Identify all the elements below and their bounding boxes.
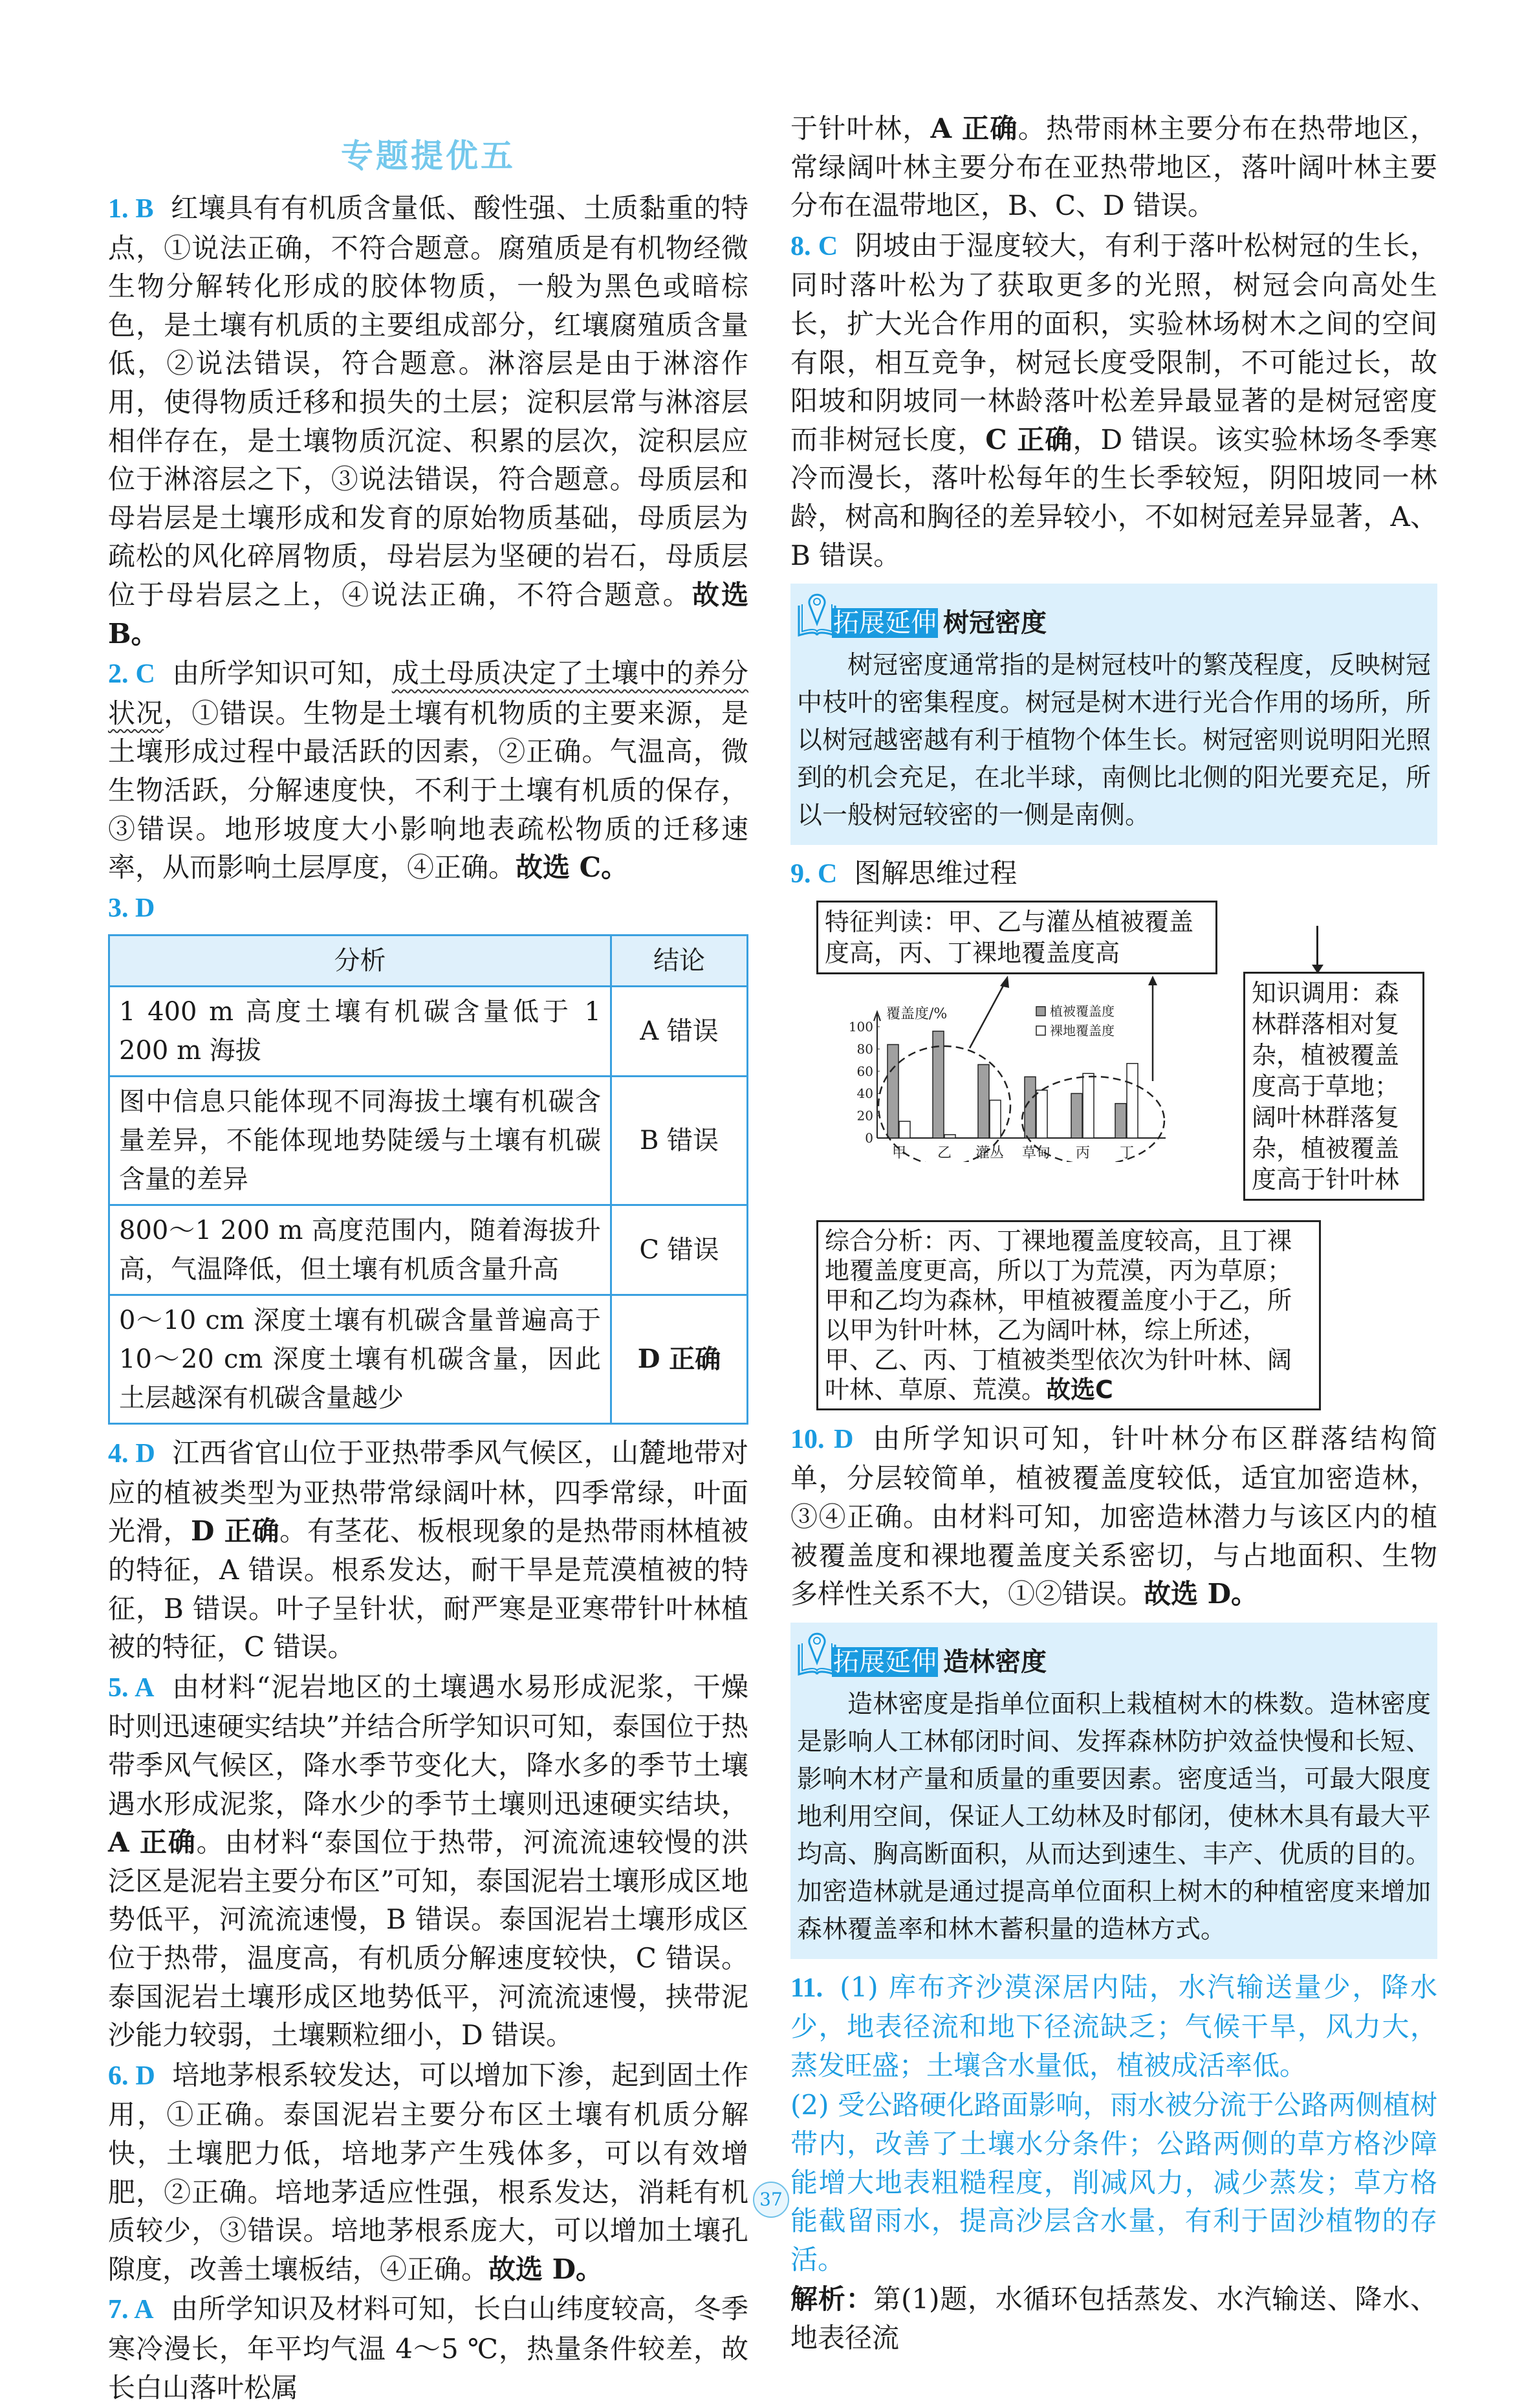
table-header-conclusion: 结论 — [611, 936, 748, 987]
answer-3 — [108, 888, 748, 928]
answer-text: 红壤具有有机质含量低、酸性强、土质黏重的特点，①说法正确，不符合题意。腐殖质是有机物经微生物分解转化形成的胶体物质，一般为黑色或暗棕色，是土壤有机质的主要组成部分，红壤腐殖质含量低，②说法错误，符合题意。淋溶层是由于淋溶作用，使得物质迁移和损失的土层；淀积层常与淋溶层相伴存在，是土壤物质沉淀、积累的层次，淀积层应位于淋溶层之下，③说法错误，符合题意。母质层和母岩层是土壤形成和发育的原始物质基础，母质层为疏松的风化碎屑物质，母岩层为坚硬的岩石，母质层位于母岩层之上，④说法正确，不符合题意。 — [108, 192, 748, 611]
extension-body: 造林密度是指单位面积上栽植树木的株数。造林密度是影响人工林郁闭时间、发挥森林防护效益快慢和长短、影响木材产量和质量的重要因素。密度适当，可最大限度地利用空间，保证人工幼林及时郁闭，使林木具有最大平均高、胸高断面积，从而达到速生、丰产、优质的目的。加密造林就是通过提高单位面积上树木的种植密度来增加森林覆盖率和林木蓄积量的造林方式。 — [797, 1689, 1431, 1944]
answer-highlight: A 正确 — [930, 113, 1018, 144]
table-cell-analysis: 0～10 cm 深度土壤有机碳含量普遍高于 10～20 cm 深度土壤有机碳含量，因此土层越深有机碳含量越少 — [109, 1295, 611, 1424]
question-number: 1. B — [108, 194, 154, 224]
answer-7-continued — [790, 109, 1437, 225]
answer-11-part-2 — [790, 2086, 1437, 2279]
extension-header — [797, 1629, 1431, 1677]
y-tick-label: 0 — [865, 1130, 873, 1146]
x-tick-label: 草甸 — [1021, 1144, 1051, 1161]
thinking-process-diagram — [790, 901, 1437, 1410]
x-tick-label: 丁 — [1119, 1144, 1135, 1161]
answer-highlight: 解析： — [790, 2283, 874, 2315]
bar-bare — [1036, 1090, 1047, 1138]
legend-swatch — [1036, 1026, 1045, 1035]
table-cell-analysis: 1 400 m 高度土壤有机碳含量低于 1 200 m 海拔 — [109, 987, 611, 1077]
bar-vegetation — [1115, 1103, 1126, 1137]
legend-label: 植被覆盖度 — [1050, 1003, 1115, 1019]
table-cell-conclusion: D 正确 — [611, 1295, 748, 1424]
answer-9 — [790, 854, 1437, 894]
answer-text: 第(1)题，水循环包括蒸发、水汽输送、降水、地表径流 — [790, 2283, 1437, 2354]
summary-answer: 故选C — [1046, 1375, 1113, 1404]
diagram-left-stack — [816, 901, 1217, 1201]
answer-text: ，①错误。生物是土壤有机物质的主要来源，是土壤形成过程中最活跃的因素，②正确。气温高，微生物活跃，分解速度快，不利于土壤有机质的保存，③错误。地形坡度大小影响地表疏松物质的迁移速率，从而影响土层厚度，④正确。 — [108, 697, 748, 884]
knowledge-box: 知识调用：森林群落相对复杂，植被覆盖度高于草地；阔叶林群落复杂，植被覆盖度高于针叶林 — [1243, 972, 1424, 1201]
y-tick-label: 60 — [856, 1063, 873, 1079]
answer-text: 培地茅根系较发达，可以增加下渗，起到固土作用，①正确。泰国泥岩主要分布区土壤有机质分解快，土壤肥力低，培地茅产生残体多，可以有效增肥，②正确。培地茅适应性强，根系发达，消耗有机质较少，③错误。培地茅根系庞大，可以增加土壤孔隙度，改善土壤板结，④正确。 — [108, 2059, 748, 2285]
answer-6 — [108, 2056, 748, 2289]
extension-title: 造林密度 — [943, 1647, 1047, 1677]
table-header-analysis: 分析 — [109, 936, 611, 987]
analysis-text — [790, 2280, 1437, 2357]
extension-title: 树冠密度 — [943, 608, 1047, 639]
question-number: 8. C — [790, 231, 838, 261]
bar-vegetation — [887, 1044, 898, 1137]
answer-highlight: D 正确 — [191, 1515, 280, 1548]
page-number: 37 — [753, 2182, 789, 2218]
question-number: 7. A — [108, 2295, 154, 2325]
table-row — [109, 1077, 748, 1205]
y-tick-label: 40 — [856, 1085, 873, 1101]
answer-text: (1) 库布齐沙漠深居内陆，水汽输送量少，降水少，地表径流和地下径流缺乏；气候干旱，风力大，蒸发旺盛；土壤含水量低，植被成活率低。 — [790, 1971, 1437, 2081]
question-number: 9. C — [790, 859, 838, 890]
extension-box-planting-density — [790, 1623, 1437, 1959]
bar-bare — [1127, 1063, 1138, 1137]
answer-highlight: C 正确 — [985, 423, 1073, 455]
table-cell-conclusion: A 错误 — [611, 987, 748, 1077]
question-number: 11. — [790, 1973, 823, 2003]
feature-box: 特征判读：甲、乙与灌丛植被覆盖度高，丙、丁裸地覆盖度高 — [816, 901, 1217, 974]
question-number: 5. A — [108, 1672, 155, 1703]
answer-5 — [108, 1668, 748, 2055]
right-column — [790, 109, 1437, 2359]
book-location-icon — [797, 591, 837, 638]
table-row — [109, 987, 748, 1077]
question-number: 2. C — [108, 659, 155, 690]
bar-bare — [944, 1135, 955, 1138]
question-number: 3. D — [108, 893, 155, 923]
answer-text: ，D 错误。该实验林场冬季寒冷而漫长，落叶松每年的生长季较短，阴阳坡同一林龄，树高和胸径的差异较小，不如树冠差异显著，A、B 错误。 — [790, 423, 1437, 571]
answer-highlight: 故选 D。 — [1144, 1578, 1259, 1610]
extension-box-crown-density — [790, 584, 1437, 845]
extension-label: 拓展延伸 — [833, 1647, 937, 1677]
table-cell-conclusion: B 错误 — [611, 1077, 748, 1205]
answer-7 — [108, 2290, 748, 2407]
y-axis-label: 覆盖度/% — [886, 1005, 948, 1022]
table-row — [109, 1295, 748, 1424]
bar-vegetation — [1025, 1077, 1036, 1138]
summary-box — [816, 1220, 1321, 1410]
answer-text: 。由材料“泰国位于热带，河流流速较慢的洪泛区是泥岩主要分布区”可知，泰国泥岩土壤形成区地势低平，河流流速慢，B 错误。泰国泥岩土壤形成区位于热带，温度高，有机质分解速度较快，C 错误。泰国泥岩土壤形成区地势低平，河流流速慢，挟带泥沙能力较弱，土壤颗粒细小，D 错误。 — [108, 1826, 748, 2052]
arrow-line — [970, 982, 1005, 1048]
answer-text: 由所学知识可知， — [171, 657, 392, 690]
book-location-icon — [797, 1630, 837, 1677]
answer-highlight: A 正确 — [108, 1826, 197, 1859]
x-tick-label: 甲 — [891, 1144, 907, 1161]
extension-header — [797, 590, 1431, 638]
answer-text: 成土母质决定了土壤中的养分状况 — [108, 657, 748, 729]
extension-body: 树冠密度通常指的是树冠枝叶的繁茂程度，反映树冠中枝叶的密集程度。树冠是树木进行光合作用的场所，所以树冠越密越有利于植物个体生长。树冠密则说明阳光照到的机会充足，在北半球，南侧比北侧的阳光要充足，所以一般树冠较密的一侧是南侧。 — [797, 651, 1431, 831]
y-tick-label: 100 — [848, 1018, 873, 1034]
left-column — [108, 127, 748, 2408]
answer-text: 由所学知识可知，针叶林分布区群落结构简单，分层较简单，植被覆盖度较低，适宜加密造林，③④正确。由材料可知，加密造林潜力与该区内的植被覆盖度和裸地覆盖度关系密切，与占地面积、生物多样性关系不大，①②错误。 — [790, 1422, 1437, 1610]
extension-label: 拓展延伸 — [833, 608, 937, 639]
answer-text: 于针叶林， — [790, 113, 931, 144]
answer-highlight: 故选 C。 — [516, 851, 629, 884]
answer-10 — [790, 1419, 1437, 1614]
summary-text: 综合分析：丙、丁裸地覆盖度较高，且丁裸地覆盖度更高，所以丁为荒漠，丙为草原；甲和乙均为森林，甲植被覆盖度小于乙，所以甲为针叶林，乙为阔叶林，综上所述，甲、乙、丙、丁植被类型依次为针叶林、阔叶林、草原、荒漠。 — [825, 1226, 1292, 1404]
legend-swatch — [1036, 1007, 1045, 1016]
question-number: 6. D — [108, 2061, 155, 2091]
answer-highlight: 故选 D。 — [488, 2253, 604, 2285]
coverage-bar-chart — [816, 974, 1217, 1162]
answer-highlight: 故选 B。 — [108, 578, 748, 650]
table-cell-conclusion: C 错误 — [611, 1205, 748, 1295]
y-tick-label: 20 — [856, 1108, 873, 1124]
bar-bare — [990, 1100, 1001, 1137]
bar-vegetation — [978, 1064, 989, 1138]
answer-8 — [790, 226, 1437, 575]
answer-text: (2) 受公路硬化路面影响，雨水被分流于公路两侧植树带内，改善了土壤水分条件；公路两侧的草方格沙障能增大地表粗糙程度，削减风力，减少蒸发；草方格能截留雨水，提高沙层含水量，有利于固沙植物的存活。 — [790, 2089, 1437, 2275]
y-tick-label: 80 — [856, 1041, 873, 1057]
answer-text: 由所学知识及材料可知，长白山纬度较高，冬季寒冷漫长，年平均气温 4～5 ℃，热量条件较差，故长白山落叶松属 — [108, 2293, 748, 2403]
bar-bare — [899, 1121, 910, 1138]
x-tick-label: 丙 — [1075, 1144, 1091, 1161]
x-tick-label: 灌丛 — [975, 1144, 1005, 1161]
arrow-head-icon — [1000, 976, 1009, 988]
answer-1 — [108, 189, 748, 653]
analysis-table — [108, 934, 748, 1425]
answer-text: 图解思维过程 — [854, 857, 1018, 890]
table-row — [109, 1205, 748, 1295]
question-number: 4. D — [108, 1439, 155, 1469]
answer-text: 。有茎花、板根现象的是热带雨林植被的特征，A 错误。根系发达，耐干旱是荒漠植被的特征，B 错误。叶子呈针状，耐严寒是亚寒带针叶林植被的特征，C 错误。 — [108, 1515, 748, 1663]
answer-2 — [108, 654, 748, 887]
answer-text: 阴坡由于湿度较大，有利于落叶松树冠的生长，同时落叶松为了获取更多的光照，树冠会向高处生长，扩大光合作用的面积，实验林场树木之间的空间有限，相互竞争，树冠长度受限制，不可能过长，故阳坡和阴坡同一林龄落叶松差异最显著的是树冠密度而非树冠长度， — [790, 229, 1437, 455]
answer-text: 由材料“泥岩地区的土壤遇水易形成泥浆，干燥时则迅速硬实结块”并结合所学知识可知，泰国位于热带季风气候区，降水季节变化大，降水多的季节土壤遇水形成泥浆，降水少的季节土壤则迅速硬实结块， — [108, 1670, 748, 1820]
arrow-head-icon — [1148, 976, 1157, 985]
table-cell-analysis: 800～1 200 m 高度范围内，随着海拔升高，气温降低，但土壤有机质含量升高 — [109, 1205, 611, 1295]
table-cell-analysis: 图中信息只能体现不同海拔土壤有机碳含量差异，不能体现地势陡缓与土壤有机碳含量的差异 — [109, 1077, 611, 1205]
table-header-row — [109, 936, 748, 987]
answer-text: 。热带雨林主要分布在热带地区，常绿阔叶林主要分布在亚热带地区，落叶阔叶林主要分布在温带地区，B、C、D 错误。 — [790, 113, 1437, 222]
question-number: 10. D — [790, 1424, 854, 1454]
legend-label: 裸地覆盖度 — [1050, 1022, 1115, 1038]
page-title: 专题提优五 — [341, 137, 516, 175]
answer-4 — [108, 1434, 748, 1667]
answer-text: 江西省官山位于亚热带季风气候区，山麓地带对应的植被类型为亚热带常绿阔叶林，四季常绿，叶面光滑， — [108, 1437, 748, 1548]
bar-vegetation — [1071, 1093, 1082, 1138]
answer-11-part-1 — [790, 1968, 1437, 2085]
bar-bare — [1083, 1073, 1094, 1138]
x-tick-label: 乙 — [937, 1144, 952, 1161]
